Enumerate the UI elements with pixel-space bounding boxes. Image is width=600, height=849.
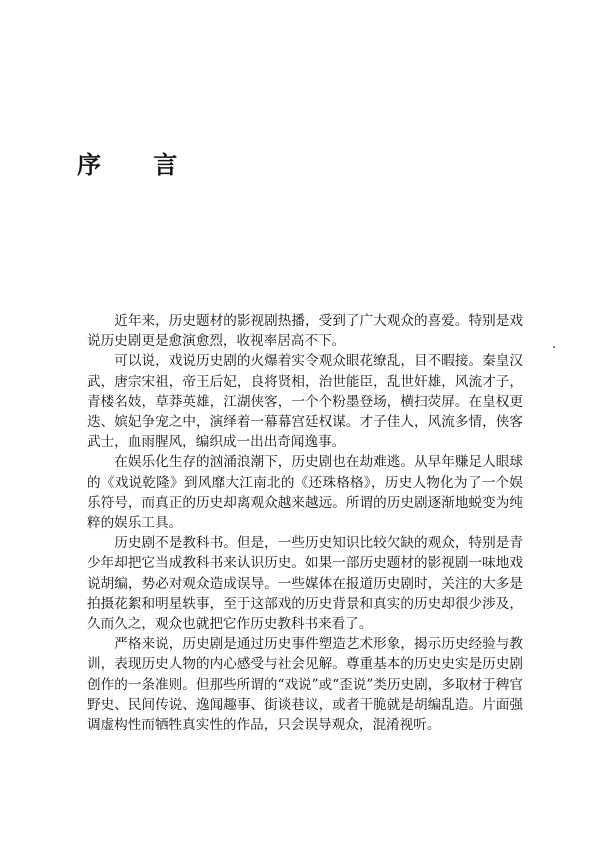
scan-speck (553, 346, 555, 348)
preface-body (87, 311, 523, 735)
paragraph-1: 近年来，历史题材的影视剧热播，受到了广大观众的喜爱。特别是戏说历史剧更是愈演愈烈，收视率居高不下。 (87, 313, 523, 350)
paragraph-2: 可以说，戏说历史剧的火爆着实令观众眼花缭乱，目不暇接。秦皇汉武，唐宗宋祖，帝王后妃，良将贤相，治世能臣，乱世奸雄，风流才子，青楼名妓，草莽英雄，江湖侠客，一个个粉墨登场，横扫荧屏。在皇权更迭、嫔妃争宠之中，演绎着一幕幕宫廷权谋。才子佳人，风流多情，侠客武士，血雨腥风，编织成一出出奇闻逸事。 (87, 353, 523, 451)
paragraph-4: 历史剧不是教科书。但是，一些历史知识比较欠缺的观众，特别是青少年却把它当成教科书来认识历史。如果一部历史题材的影视剧一味地戏说胡编，势必对观众造成误导。一些媒体在报道历史剧时，关注的大多是拍摄花絮和明星轶事，至于这部戏的历史背景和真实的历史却很少涉及，久而久之，观众也就把它作历史教科书来看了。 (87, 535, 523, 633)
paragraph-3: 在娱乐化生存的汹涌浪潮下，历史剧也在劫难逃。从早年赚足人眼球的《戏说乾隆》到风靡大江南北的《还珠格格》，历史人物化为了一个娱乐符号，而真正的历史却离观众越来越远。所谓的历史剧逐渐地蜕变为纯粹的娱乐工具。 (87, 454, 523, 532)
page-title: 序 言 (77, 150, 200, 179)
paragraph-5: 严格来说，历史剧是通过历史事件塑造艺术形象，揭示历史经验与教训，表现历史人物的内心感受与社会见解。尊重基本的历史史实是历史剧创作的一条准则。但那些所谓的“戏说”或“歪说”类历史剧，多取材于稗官野史、民间传说、逸闻趣事、街谈巷议，或者干脆就是胡编乱造。片面强调虚构性而牺牲真实性的作品，只会误导观众，混淆视听。 (87, 636, 523, 734)
